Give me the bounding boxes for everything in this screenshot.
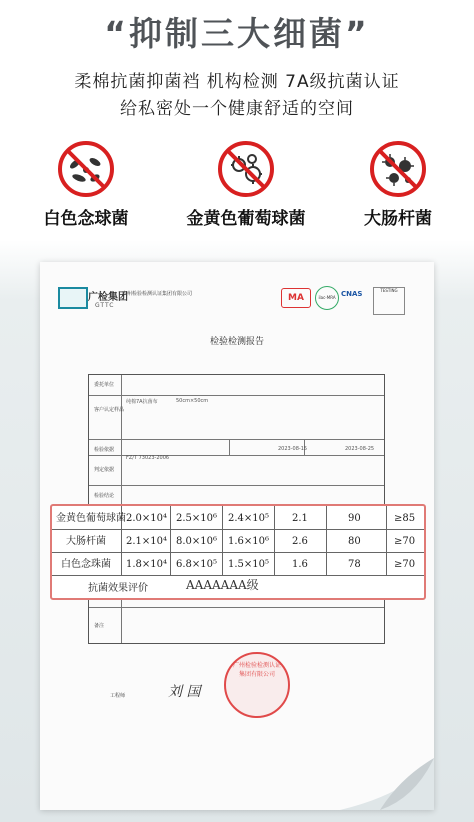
gttc-logo-icon bbox=[58, 287, 88, 309]
value-3: 1.5×10⁵ bbox=[228, 559, 270, 570]
bacteria-name: 大肠杆菌 bbox=[66, 536, 106, 547]
value-4: 2.1 bbox=[292, 513, 308, 524]
field-judge: 判定依据 bbox=[94, 467, 115, 473]
bacteria-label-ecoli: 大肠杆菌 bbox=[364, 209, 432, 229]
bacteria-icon-row bbox=[0, 140, 474, 230]
value-2: 2.5×10⁶ bbox=[176, 513, 218, 524]
bacteria-prohibited-icon bbox=[57, 140, 115, 198]
testing-mark: TESTING bbox=[373, 287, 405, 315]
table-row bbox=[52, 555, 424, 574]
org-name-en: GTTC bbox=[95, 302, 115, 309]
page-title: “抑制三大细菌” bbox=[104, 14, 370, 53]
field-remark: 备注 bbox=[94, 623, 105, 629]
antibacterial-results-table bbox=[50, 504, 426, 600]
field-date-received: 2023-08-15 bbox=[278, 446, 308, 452]
page-curl bbox=[340, 718, 434, 810]
value-1: 1.8×10⁴ bbox=[126, 559, 168, 570]
rating-value: AAAAAAA级 bbox=[186, 578, 259, 592]
field-sample-name: 纯棉7A抗菌布 bbox=[126, 399, 158, 405]
org-name: 广检集团 bbox=[88, 292, 128, 303]
seal-text: 广州检验检测认证集团有限公司 bbox=[232, 662, 281, 678]
bacteria-label-candida: 白色念球菌 bbox=[43, 209, 129, 229]
rating-label: 抗菌效果评价 bbox=[88, 583, 148, 594]
cert-org-name: 广州检验检测认证集团有限公司 bbox=[122, 291, 193, 297]
field-standard: FZ/T 73023-2006 bbox=[126, 455, 170, 461]
subtitle-line-2: 给私密处一个健康舒适的空间 bbox=[120, 99, 354, 119]
rate-value: 80 bbox=[348, 536, 361, 547]
value-2: 6.8×10⁵ bbox=[176, 559, 218, 570]
report-title: 检验检测报告 bbox=[209, 337, 264, 347]
value-4: 2.6 bbox=[292, 536, 308, 547]
bacteria-label-staph: 金黄色葡萄球菌 bbox=[186, 209, 306, 229]
virus-prohibited-icon bbox=[217, 140, 275, 198]
cnas-mark: CNAS bbox=[341, 290, 363, 298]
value-1: 2.0×10⁴ bbox=[126, 513, 168, 524]
bacteria-name: 金黄色葡萄球菌 bbox=[56, 513, 126, 524]
value-4: 1.6 bbox=[292, 559, 308, 570]
field-method: 检验依据 bbox=[94, 447, 115, 453]
rate-value: 78 bbox=[348, 559, 361, 570]
value-1: 2.1×10⁴ bbox=[126, 536, 168, 547]
rate-value: 90 bbox=[348, 513, 361, 524]
table-row bbox=[52, 509, 424, 528]
standard-value: ≥70 bbox=[394, 536, 416, 547]
field-client: 委托单位 bbox=[94, 382, 115, 388]
value-3: 2.4×10⁵ bbox=[228, 513, 270, 524]
ma-mark: MA bbox=[281, 288, 311, 308]
field-sample-size: 50cm×50cm bbox=[176, 398, 209, 404]
field-conclusion: 检验结论 bbox=[94, 493, 115, 499]
subtitle-line-1: 柔棉抗菌抑菌裆 机构检测 7A级抗菌认证 bbox=[74, 72, 400, 92]
field-inspector: 工程师 bbox=[110, 693, 126, 699]
official-seal bbox=[224, 652, 290, 718]
value-2: 8.0×10⁶ bbox=[176, 536, 218, 547]
bacteria-name: 白色念珠菌 bbox=[61, 559, 111, 570]
germ-prohibited-icon bbox=[369, 140, 427, 198]
ilac-mark: ilac-MRA bbox=[315, 286, 339, 310]
table-row bbox=[52, 532, 424, 551]
field-date-issued: 2023-08-25 bbox=[345, 446, 375, 452]
standard-value: ≥85 bbox=[394, 513, 416, 524]
field-sample-source: 客户认定样品 bbox=[94, 407, 125, 413]
standard-value: ≥70 bbox=[394, 559, 416, 570]
value-3: 1.6×10⁶ bbox=[228, 536, 270, 547]
inspector-signature: 刘 国 bbox=[168, 684, 201, 700]
